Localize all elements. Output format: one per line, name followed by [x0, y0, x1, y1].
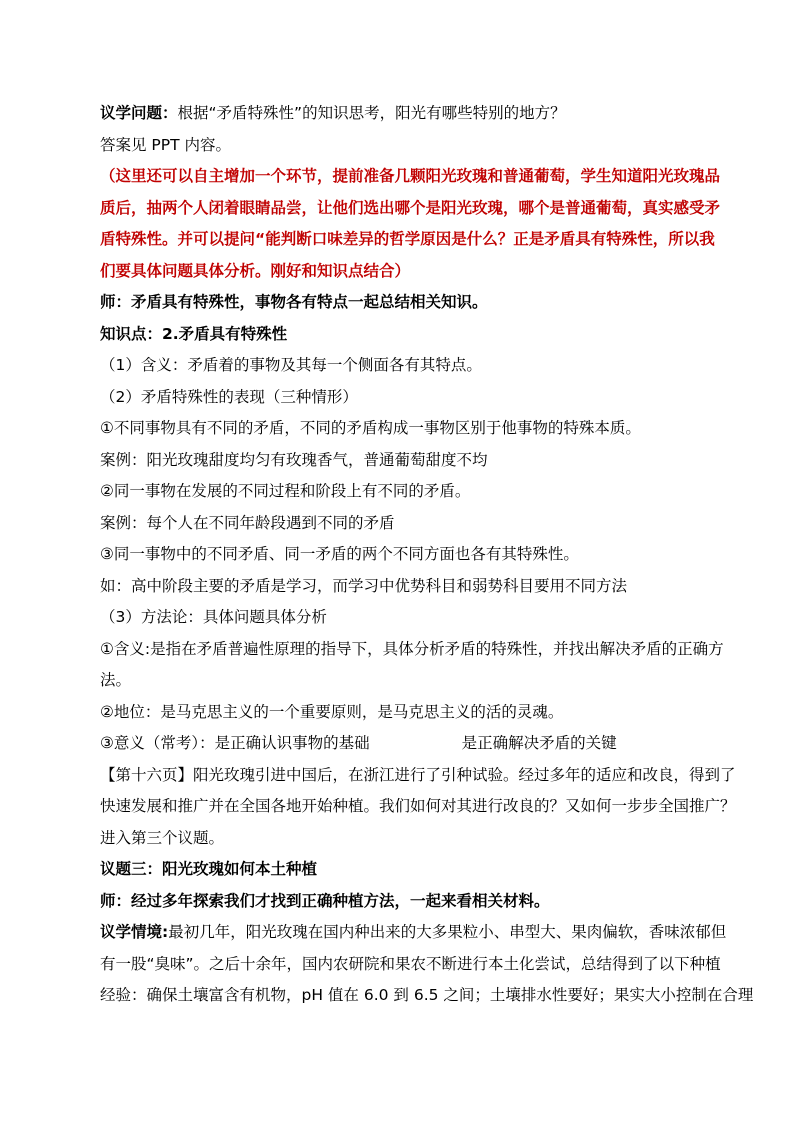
significance-part-2: 是正确解决矛盾的关键 — [461, 734, 617, 752]
teacher-note-line-3: 盾特殊性。并可以提问“能判断口味差异的哲学原因是什么？正是矛盾具有特殊性，所以我 — [100, 230, 715, 248]
page-16-line-1: 【第十六页】阳光玫瑰引进中国后，在浙江进行了引种试验。经过多年的适应和改良，得到了 — [100, 765, 736, 784]
methodology-meaning-1: ①含义:是指在矛盾普遍性原理的指导下，具体分析矛盾的特殊性，并找出解决矛盾的正确方 — [100, 639, 724, 658]
question-text: 根据“矛盾特殊性”的知识思考，阳光有哪些特别的地方？ — [177, 104, 566, 122]
teacher-summary: 师：矛盾具有特殊性，事物各有特点一起总结相关知识。 — [100, 293, 488, 311]
significance-part-1: ③意义（常考）：是正确认识事物的基础 — [100, 734, 370, 752]
methodology-significance — [100, 728, 738, 760]
answer-note: 答案见 PPT 内容。 — [100, 135, 232, 154]
methodology-status: ②地位：是马克思主义的一个重要原则，是马克思主义的活的灵魂。 — [100, 702, 564, 721]
case-2: 案例：每个人在不同年龄段遇到不同的矛盾 — [100, 513, 395, 532]
methodology-meaning-2: 法。 — [100, 671, 132, 689]
teacher-intro: 师：经过多年探索我们才找到正确种植方法，一起来看相关材料。 — [100, 891, 550, 910]
question-line — [100, 98, 738, 130]
manifestation-1: ①不同事物具有不同的矛盾，不同的矛盾构成一事物区别于他事物的特殊本质。 — [100, 419, 641, 437]
teacher-note-line-2: 质后，抽两个人闭着眼睛品尝，让他们选出哪个是阳光玫瑰，哪个是普通葡萄，真实感受矛 — [100, 198, 721, 217]
methodology-heading: （3）方法论：具体问题具体分析 — [100, 608, 327, 626]
knowledge-point-heading: 知识点：2.矛盾具有特殊性 — [100, 324, 288, 343]
page-16-line-3: 进入第三个议题。 — [100, 828, 225, 847]
case-1: 案例：阳光玫瑰甜度均匀有玫瑰香气，普通葡萄甜度不均 — [100, 450, 488, 469]
page-16-line-2: 快速发展和推广并在全国各地开始种植。我们如何对其进行改良的？又如何一步步全国推广？ — [100, 797, 736, 815]
scenario-line-1 — [100, 917, 738, 949]
scenario-line-2: 有一股“臭味”。之后十余年，国内农研院和果农不断进行本土化尝试，总结得到了以下种植 — [100, 954, 721, 973]
teacher-note-line-4: 们要具体问题具体分析。刚好和知识点结合） — [100, 261, 411, 280]
example-3: 如：高中阶段主要的矛盾是学习，而学习中优势科目和弱势科目要用不同方法 — [100, 576, 628, 595]
definition-line: （1）含义：矛盾着的事物及其每一个侧面各有其特点。 — [100, 356, 482, 374]
scenario-label: 议学情境: — [100, 923, 169, 941]
topic-three-heading: 议题三：阳光玫瑰如何本土种植 — [100, 860, 318, 878]
teacher-note-line-1: （这里还可以自主增加一个环节，提前准备几颗阳光玫瑰和普通葡萄，学生知道阳光玫瑰品 — [100, 167, 721, 185]
scenario-text: 最初几年，阳光玫瑰在国内种出来的大多果粒小、串型大、果肉偏软，香味浓郁但 — [168, 923, 727, 941]
question-label: 议学问题： — [100, 104, 178, 122]
manifestation-2: ②同一事物在发展的不同过程和阶段上有不同的矛盾。 — [100, 482, 471, 500]
manifestation-3: ③同一事物中的不同矛盾、同一矛盾的两个不同方面也各有其特殊性。 — [100, 545, 579, 563]
scenario-line-3: 经验：确保土壤富含有机物，pH 值在 6.0 到 6.5 之间；土壤排水性要好；果实大小控制在合理 — [100, 986, 754, 1004]
manifestation-heading: （2）矛盾特殊性的表现（三种情形） — [100, 387, 358, 406]
